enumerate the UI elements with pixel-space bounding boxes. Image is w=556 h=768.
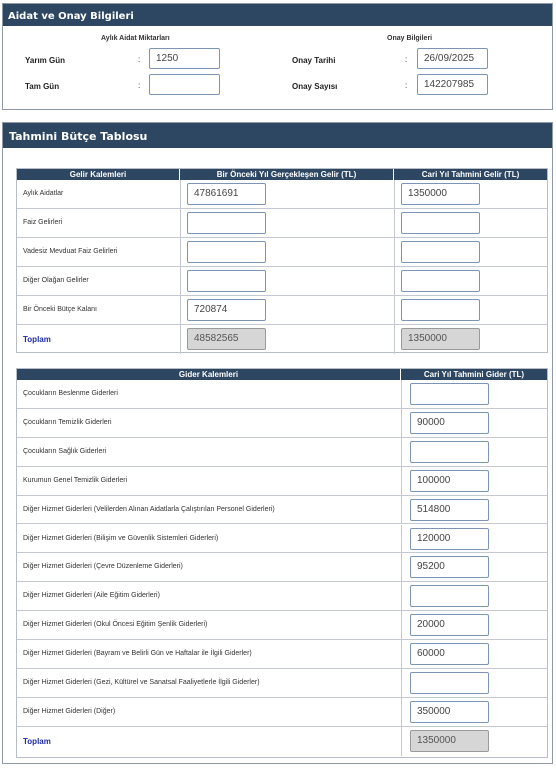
- column-divider: [401, 380, 402, 408]
- butce-title: Tahmini Bütçe Tablosu: [3, 123, 552, 148]
- column-divider: [401, 496, 402, 524]
- colon: :: [405, 55, 408, 64]
- gelir-cari-total-field: 1350000: [401, 328, 480, 350]
- onay-sayisi-label: Onay Sayısı: [292, 82, 338, 91]
- gider-row-label: Diğer Hizmet Giderleri (Okul Öncesi Eğitim Şenlik Giderleri): [23, 621, 208, 629]
- gider-cari-input[interactable]: 90000: [410, 412, 489, 434]
- gelir-row-label: Vadesiz Mevduat Faiz Gelirleri: [23, 248, 118, 255]
- gider-row-label: Diğer Hizmet Giderleri (Velilerden Alınan Aidatlarla Çalıştırılan Personel Giderleri): [23, 505, 275, 513]
- gelir-cari-input[interactable]: [401, 299, 480, 321]
- gider-cari-input[interactable]: 20000: [410, 614, 489, 636]
- gider-total-row: [17, 727, 547, 756]
- gider-row-label: Diğer Hizmet Giderleri (Çevre Düzenleme Giderleri): [23, 563, 183, 571]
- column-divider: [401, 467, 402, 495]
- column-divider: [401, 727, 402, 756]
- aidat-onay-title: Aidat ve Onay Bilgileri: [3, 4, 552, 26]
- table-row: [17, 296, 547, 325]
- gelir-cari-input[interactable]: [401, 241, 480, 263]
- gelir-header-onceki: Bir Önceki Yıl Gerçekleşen Gelir (TL): [180, 169, 394, 180]
- colon: :: [405, 81, 408, 90]
- column-divider: [401, 438, 402, 466]
- column-divider: [401, 525, 402, 553]
- gelir-header-kalem: Gelir Kalemleri: [17, 169, 180, 180]
- table-row: [17, 467, 547, 496]
- column-divider: [180, 180, 181, 208]
- gelir-row-label: Diğer Olağan Gelirler: [23, 277, 89, 284]
- table-row: [17, 238, 547, 267]
- onay-tarihi-label: Onay Tarihi: [292, 56, 336, 65]
- gider-cari-input[interactable]: 100000: [410, 470, 489, 492]
- column-divider: [394, 209, 395, 237]
- column-divider: [401, 611, 402, 639]
- column-divider: [401, 669, 402, 697]
- column-divider: [180, 296, 181, 324]
- gelir-total-row: [17, 325, 547, 354]
- gider-row-label: Çocukların Beslenme Giderleri: [23, 390, 118, 397]
- table-row: [17, 553, 547, 582]
- gider-header-cari: Cari Yıl Tahmini Gider (TL): [401, 369, 547, 380]
- table-row: [17, 582, 547, 611]
- butce-panel: [2, 122, 553, 764]
- table-row: [17, 209, 547, 238]
- column-divider: [394, 267, 395, 295]
- gider-cari-input[interactable]: [410, 672, 489, 694]
- column-divider: [394, 238, 395, 266]
- table-row: [17, 698, 547, 727]
- column-divider: [401, 553, 402, 581]
- gider-cari-input[interactable]: 95200: [410, 556, 489, 578]
- gelir-onceki-input[interactable]: [187, 241, 266, 263]
- table-row: [17, 409, 547, 438]
- aylik-aidat-subtitle: Aylık Aidat Miktarları: [101, 35, 170, 42]
- onay-tarihi-input[interactable]: 26/09/2025: [417, 48, 488, 69]
- table-row: [17, 669, 547, 698]
- gelir-row-label: Bir Önceki Bütçe Kalanı: [23, 306, 97, 313]
- gelir-cari-input[interactable]: 1350000: [401, 183, 480, 205]
- gider-header-kalem: Gider Kalemleri: [17, 369, 401, 380]
- table-row: [17, 438, 547, 467]
- gider-row-label: Diğer Hizmet Giderleri (Diğer): [23, 707, 116, 715]
- column-divider: [401, 582, 402, 610]
- column-divider: [180, 325, 181, 354]
- column-divider: [180, 209, 181, 237]
- gider-row-label: Diğer Hizmet Giderleri (Gezi, Kültürel ve Sanatsal Faaliyetlerle İlgili Giderler): [23, 679, 260, 686]
- gider-cari-input[interactable]: 350000: [410, 701, 489, 723]
- column-divider: [180, 238, 181, 266]
- table-row: [17, 525, 547, 554]
- gelir-table: [16, 168, 548, 353]
- column-divider: [394, 180, 395, 208]
- yarim-gun-input[interactable]: 1250: [149, 48, 220, 69]
- gelir-onceki-input[interactable]: [187, 270, 266, 292]
- onay-bilgileri-subtitle: Onay Bilgileri: [387, 35, 433, 42]
- column-divider: [394, 325, 395, 354]
- gelir-header-cari: Cari Yıl Tahmini Gelir (TL): [394, 169, 547, 180]
- tam-gun-input[interactable]: [149, 74, 220, 95]
- colon: :: [138, 55, 141, 64]
- column-divider: [401, 640, 402, 668]
- gider-row-label: Toplam: [23, 736, 51, 746]
- column-divider: [401, 409, 402, 437]
- table-row: [17, 496, 547, 525]
- gelir-onceki-input[interactable]: 47861691: [187, 183, 266, 205]
- gider-cari-input[interactable]: 514800: [410, 499, 489, 521]
- gider-row-label: Diğer Hizmet Giderleri (Aile Eğitim Giderleri): [23, 592, 160, 600]
- colon: :: [138, 81, 141, 90]
- gelir-onceki-input[interactable]: [187, 212, 266, 234]
- table-row: [17, 180, 547, 209]
- tam-gun-label: Tam Gün: [25, 82, 60, 91]
- gelir-onceki-input[interactable]: 720874: [187, 299, 266, 321]
- gider-total-field: 1350000: [410, 730, 489, 752]
- gider-cari-input[interactable]: [410, 585, 489, 607]
- gider-cari-input[interactable]: [410, 441, 489, 463]
- gider-cari-input[interactable]: 120000: [410, 528, 489, 550]
- gider-row-label: Diğer Hizmet Giderleri (Bayram ve Belirli Gün ve Haftalar ile İlgili Giderler): [23, 650, 252, 658]
- gider-cari-input[interactable]: 60000: [410, 643, 489, 665]
- column-divider: [401, 698, 402, 726]
- gider-table: [16, 368, 548, 758]
- gider-row-label: Diğer Hizmet Giderleri (Bilişim ve Güvenlik Sistemleri Giderleri): [23, 534, 219, 542]
- gider-row-label: Çocukların Sağlık Giderleri: [23, 447, 107, 455]
- gelir-onceki-total-field: 48582565: [187, 328, 266, 350]
- table-row: [17, 380, 547, 409]
- table-row: [17, 640, 547, 669]
- onay-sayisi-input[interactable]: 142207985: [417, 74, 488, 95]
- gelir-row-label: Faiz Gelirleri: [23, 219, 63, 226]
- yarim-gun-label: Yarım Gün: [25, 56, 66, 65]
- gelir-row-label: Aylık Aidatlar: [23, 190, 64, 197]
- table-row: [17, 267, 547, 296]
- gider-cari-input[interactable]: [410, 383, 489, 405]
- gelir-row-label: Toplam: [23, 335, 51, 344]
- column-divider: [180, 267, 181, 295]
- gelir-cari-input[interactable]: [401, 212, 480, 234]
- gider-row-label: Çocukların Temizlik Giderleri: [23, 418, 112, 426]
- column-divider: [394, 296, 395, 324]
- gider-row-label: Kurumun Genel Temizlik Giderleri: [23, 476, 128, 484]
- table-row: [17, 611, 547, 640]
- aidat-onay-panel: [2, 3, 553, 110]
- gelir-cari-input[interactable]: [401, 270, 480, 292]
